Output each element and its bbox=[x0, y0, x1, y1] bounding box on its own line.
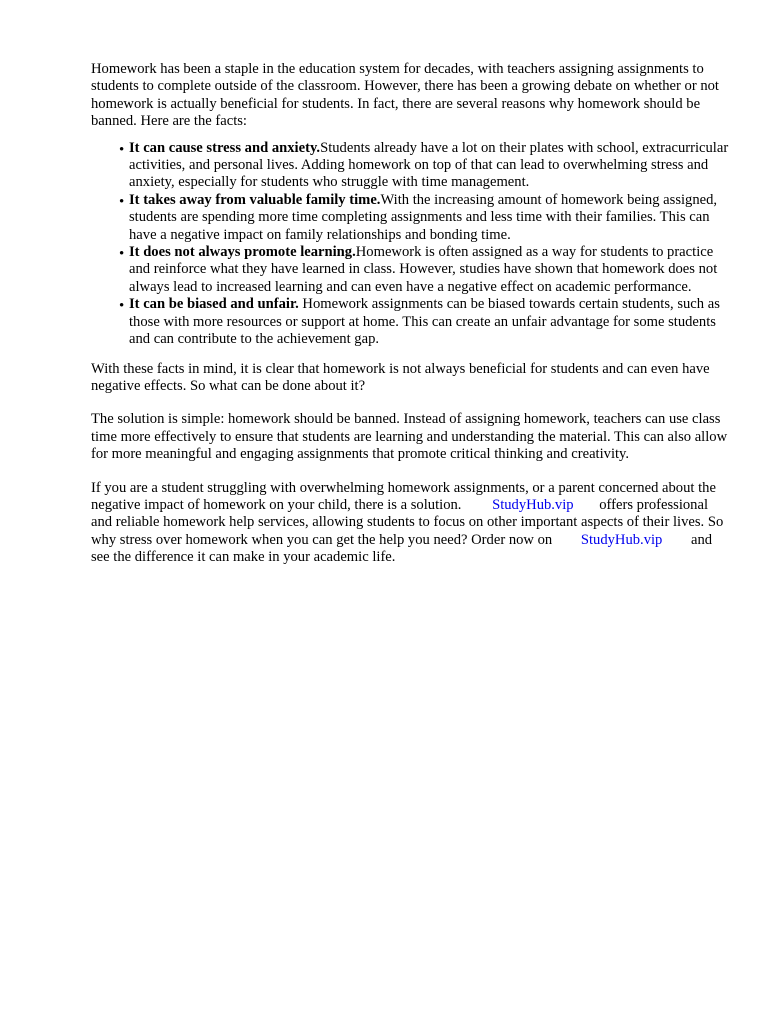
fact-title: It can cause stress and anxiety. bbox=[129, 139, 321, 156]
list-item bbox=[119, 296, 731, 348]
closing-text-2: offers professional and reliable homework help services, allowing students to focus on other important aspects of their lives. So why stress over homework when you can get the help you need? Order now on bbox=[91, 496, 724, 548]
facts-list bbox=[91, 140, 731, 349]
bullet-icon: • bbox=[119, 246, 125, 263]
list-item bbox=[119, 244, 731, 296]
list-item bbox=[119, 191, 731, 244]
bullet-icon: • bbox=[119, 141, 125, 158]
fact-text: Students already have a lot on their plates with school, extracurricular activities, and personal lives. Adding homework on top of that can lead to overwhelming stress and anxiety, especially for students who struggle with time management. bbox=[129, 139, 729, 191]
list-item bbox=[119, 139, 731, 192]
facts-in-mind-paragraph: With these facts in mind, it is clear that homework is not always beneficial for students and can even have negative effects. So what can be done about it? bbox=[91, 360, 710, 394]
studyhub-link[interactable]: StudyHub.vip bbox=[492, 496, 574, 513]
fact-title: It does not always promote learning. bbox=[129, 244, 356, 261]
intro-paragraph: Homework has been a staple in the education system for decades, with teachers assigning assignments to students to complete outside of the classroom. However, there has been a growing debate on whether or not homework is actually beneficial for students. In fact, there are several reasons why homework should be banned. Here are the facts: bbox=[91, 61, 719, 130]
fact-text: Homework is often assigned as a way for students to practice and reinforce what they have learned in class. However, studies have shown that homework does not always lead to increased learning and can even have a negative effect on academic performance. bbox=[129, 244, 718, 295]
closing-paragraph bbox=[91, 480, 731, 567]
studyhub-link[interactable]: StudyHub.vip bbox=[580, 531, 663, 548]
document-body bbox=[91, 61, 731, 567]
bullet-icon: • bbox=[119, 298, 125, 315]
fact-text: With the increasing amount of homework being assigned, students are spending more time completing assignments and less time with their families. This can have a negative impact on family relationships and bonding time. bbox=[129, 191, 718, 243]
fact-title: It can be biased and unfair. bbox=[129, 296, 299, 313]
bullet-icon: • bbox=[119, 193, 125, 210]
closing-text-3: and see the difference it can make in your academic life. bbox=[91, 531, 713, 566]
closing-text-1: If you are a student struggling with overwhelming homework assignments, or a parent concerned about the negative impact of homework on your child, there is a solution. bbox=[91, 479, 716, 513]
solution-paragraph: The solution is simple: homework should be banned. Instead of assigning homework, teachers can use class time more effectively to ensure that students are learning and understanding the material. This can also allow for more meaningful and engaging assignments that promote critical thinking and creativity. bbox=[91, 411, 728, 463]
fact-text: Homework assignments can be biased towards certain students, such as those with more resources or support at home. This can create an unfair advantage for some students and can contribute to the achievement gap. bbox=[129, 296, 720, 348]
fact-title: It takes away from valuable family time. bbox=[129, 191, 381, 208]
